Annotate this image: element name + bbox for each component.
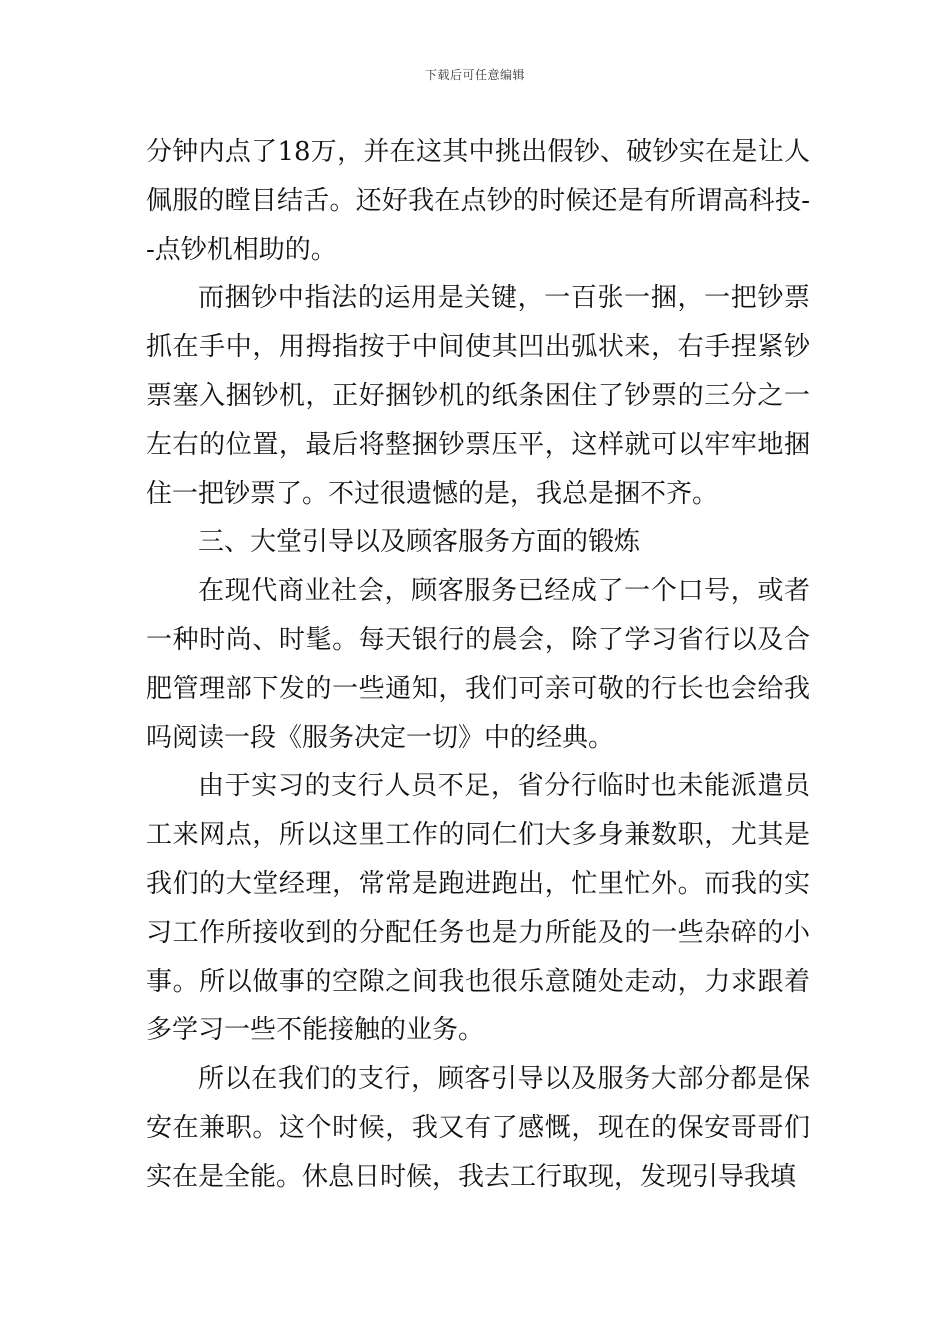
paragraph-continuation: 分钟内点了18万，并在这其中挑出假钞、破钞实在是让人佩服的瞠目结舌。还好我在点钞的时候还是有所谓高科技--点钞机相助的。 (146, 137, 810, 265)
paragraph-security-guards: 所以在我们的支行，顾客引导以及服务大部分都是保安在兼职。这个时候，我又有了感慨，现在的保安哥哥们实在是全能。休息日时候，我去工行取现，发现引导我填 (146, 1064, 810, 1192)
paragraph-customer-service: 在现代商业社会，顾客服务已经成了一个口号，或者一种时尚、时髦。每天银行的晨会，除了学习省行以及合肥管理部下发的一些通知，我们可亲可敬的行长也会给我吗阅读一段《服务决定一切》中的经典。 (146, 576, 810, 753)
paragraph-money-bundling: 而捆钞中指法的运用是关键，一百张一捆，一把钞票抓在手中，用拇指按于中间使其凹出弧状来，右手捏紧钞票塞入捆钞机，正好捆钞机的纸条困住了钞票的三分之一左右的位置，最后将整捆钞票压平，这样就可以牢牢地捆住一把钞票了。不过很遗憾的是，我总是捆不齐。 (146, 283, 810, 509)
section-heading: 三、大堂引导以及顾客服务方面的锻炼 (198, 527, 641, 558)
paragraph-staff-shortage: 由于实习的支行人员不足，省分行临时也未能派遣员工来网点，所以这里工作的同仁们大多身兼数职，尤其是我们的大堂经理，常常是跑进跑出，忙里忙外。而我的实习工作所接收到的分配任务也是力所能及的一些杂碎的小事。所以做事的空隙之间我也很乐意随处走动，力求跟着多学习一些不能接触的业务。 (146, 771, 810, 1046)
document-body (146, 128, 810, 1202)
header-note: 下载后可任意编辑 (424, 68, 525, 82)
